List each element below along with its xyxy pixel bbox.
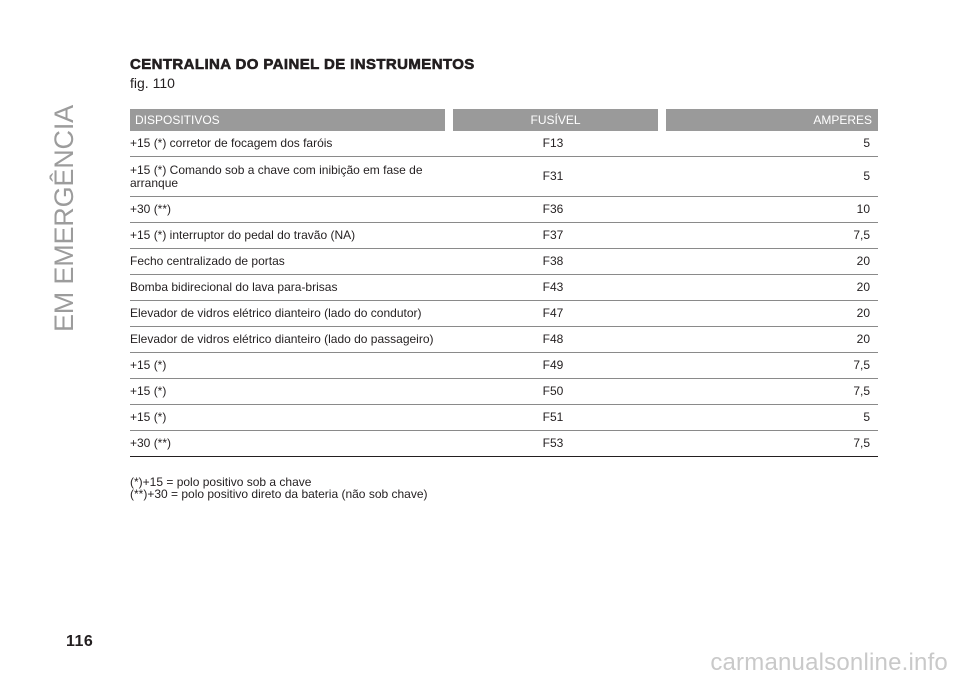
amperes-cell: 5 [658,131,878,157]
fuse-cell: F50 [453,379,658,405]
header-dispositivos: DISPOSITIVOS [130,109,445,131]
device-cell: +30 (**) [130,197,453,223]
page-number: 116 [66,633,94,650]
table-row [130,249,878,275]
table-row [130,431,878,457]
footnote-positive-battery: (**)+30 = polo positivo direto da bateria (não sob chave) [130,487,428,501]
fuse-cell: F36 [453,197,658,223]
amperes-cell: 10 [658,197,878,223]
fuse-table [130,109,878,457]
amperes-cell: 20 [658,249,878,275]
table-row [130,275,878,301]
fuse-cell: F31 [453,157,658,197]
device-cell: +15 (*) [130,353,453,379]
figure-reference: fig. 110 [130,75,175,91]
device-cell: Fecho centralizado de portas [130,249,453,275]
table-row [130,405,878,431]
table-row [130,197,878,223]
table-row [130,353,878,379]
amperes-cell: 5 [658,157,878,197]
fuse-cell: F43 [453,275,658,301]
fuse-cell: F13 [453,131,658,157]
table-row [130,301,878,327]
device-cell: +15 (*) corretor de focagem dos faróis [130,131,453,157]
fuse-cell: F37 [453,223,658,249]
device-cell: Elevador de vidros elétrico dianteiro (lado do condutor) [130,301,453,327]
amperes-cell: 7,5 [658,353,878,379]
fuse-cell: F47 [453,301,658,327]
section-title-vertical: EM EMERGÊNCIA [49,105,79,332]
fuse-cell: F49 [453,353,658,379]
header-fusivel: FUSÍVEL [453,109,658,131]
header-amperes: AMPERES [666,109,878,131]
device-cell: +30 (**) [130,431,453,457]
section-heading: CENTRALINA DO PAINEL DE INSTRUMENTOS [130,56,475,73]
device-cell: +15 (*) interruptor do pedal do travão (NA) [130,223,453,249]
footnotes [130,476,428,500]
table-row [130,223,878,249]
device-cell: +15 (*) Comando sob a chave com inibição em fase de arranque [130,157,453,197]
table-row [130,327,878,353]
table-row [130,131,878,157]
fuse-cell: F48 [453,327,658,353]
device-cell: +15 (*) [130,379,453,405]
site-watermark: carmanualsonline.info [710,649,948,676]
amperes-cell: 7,5 [658,223,878,249]
amperes-cell: 20 [658,275,878,301]
footnote-positive-key: (*)+15 = polo positivo sob a chave [130,475,312,489]
amperes-cell: 7,5 [658,379,878,405]
amperes-cell: 20 [658,301,878,327]
device-cell: +15 (*) [130,405,453,431]
amperes-cell: 7,5 [658,431,878,457]
device-cell: Elevador de vidros elétrico dianteiro (lado do passageiro) [130,327,453,353]
fuse-cell: F38 [453,249,658,275]
table-row [130,157,878,197]
amperes-cell: 5 [658,405,878,431]
table-header-row [130,109,878,131]
amperes-cell: 20 [658,327,878,353]
table-row [130,379,878,405]
fuse-cell: F51 [453,405,658,431]
device-cell: Bomba bidirecional do lava para-brisas [130,275,453,301]
fuse-cell: F53 [453,431,658,457]
